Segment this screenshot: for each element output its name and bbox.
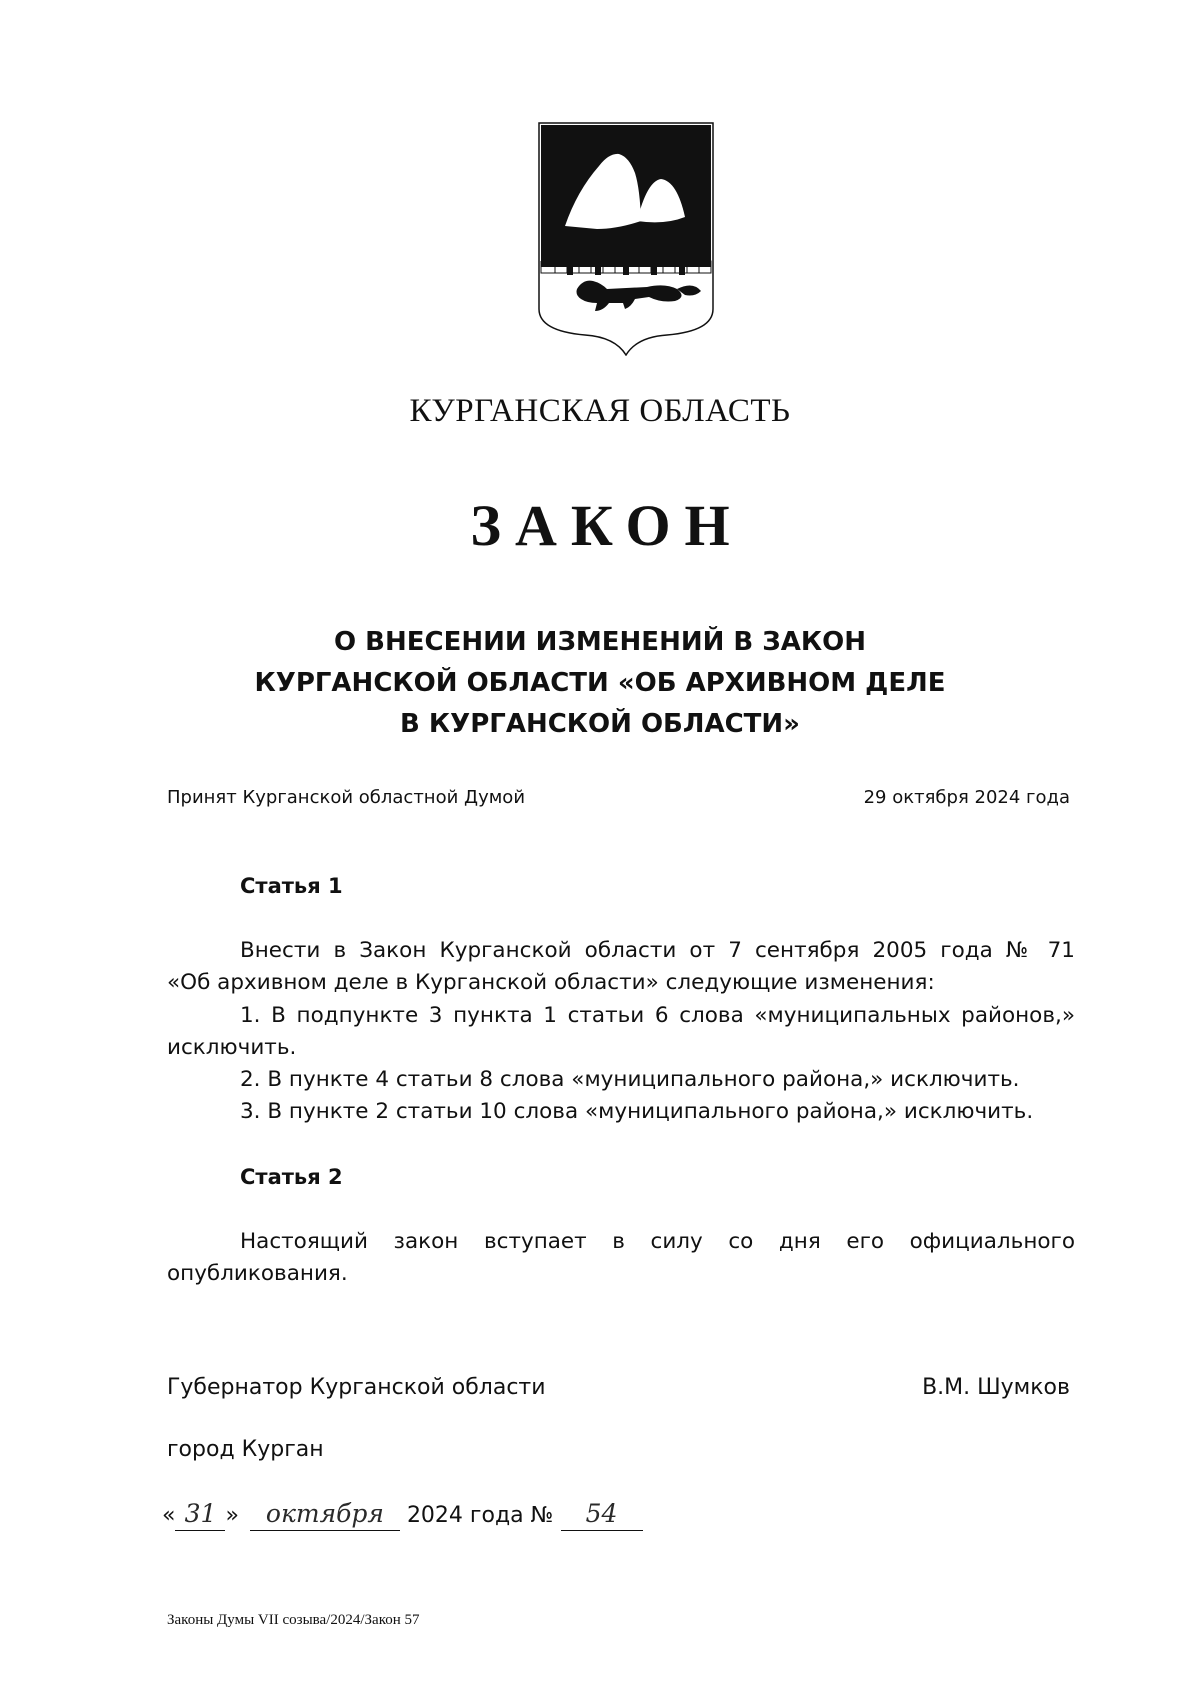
quote-open: «: [162, 1503, 176, 1528]
city: город Курган: [167, 1437, 324, 1462]
signatory-name: В.М. Шумков: [922, 1375, 1070, 1400]
adoption-date: 29 октября 2024 года: [863, 787, 1070, 808]
law-title-line: КУРГАНСКОЙ ОБЛАСТИ «ОБ АРХИВНОМ ДЕЛЕ: [254, 668, 946, 698]
law-title-line: О ВНЕСЕНИИ ИЗМЕНЕНИЙ В ЗАКОН: [334, 627, 866, 657]
article-1-intro-line-1: Внести в Закон Курганской области от 7 сентября 2005 года № 71: [240, 938, 1075, 963]
article-1-item-1-line-1: 1. В подпункте 3 пункта 1 статьи 6 слова «муниципальных районов,»: [240, 1003, 1075, 1028]
signing-dateline: [162, 1500, 643, 1550]
article-2-line-2: опубликования.: [167, 1261, 348, 1286]
law-title: [0, 622, 1200, 745]
article-1-heading: Статья 1: [240, 874, 343, 898]
article-1-intro-line-2: «Об архивном деле в Курганской области» следующие изменения:: [167, 970, 935, 995]
year-and-number-label: 2024 года №: [406, 1503, 554, 1528]
handwritten-number: 54: [585, 1499, 618, 1528]
handwritten-day: 31: [184, 1499, 217, 1528]
signatory-position: Губернатор Курганской области: [167, 1375, 546, 1400]
law-title-line: В КУРГАНСКОЙ ОБЛАСТИ»: [400, 709, 800, 739]
document-type: ЗАКОН: [470, 493, 744, 558]
article-1-item-1-line-2: исключить.: [167, 1035, 297, 1060]
adopted-by: Принят Курганской областной Думой: [167, 787, 526, 808]
handwritten-month: октября: [265, 1499, 384, 1528]
footer-file-path: Законы Думы VII созыва/2024/Закон 57: [167, 1612, 420, 1628]
region-name: КУРГАНСКАЯ ОБЛАСТЬ: [409, 393, 791, 429]
article-2-line-1: Настоящий закон вступает в силу со дня его официального: [240, 1229, 1075, 1254]
coat-of-arms-emblem: [537, 121, 715, 356]
quote-close: »: [225, 1503, 239, 1528]
article-2-heading: Статья 2: [240, 1165, 343, 1189]
article-1-item-2: 2. В пункте 4 статьи 8 слова «муниципального района,» исключить.: [240, 1067, 1020, 1092]
article-1-item-3: 3. В пункте 2 статьи 10 слова «муниципального района,» исключить.: [240, 1099, 1034, 1124]
